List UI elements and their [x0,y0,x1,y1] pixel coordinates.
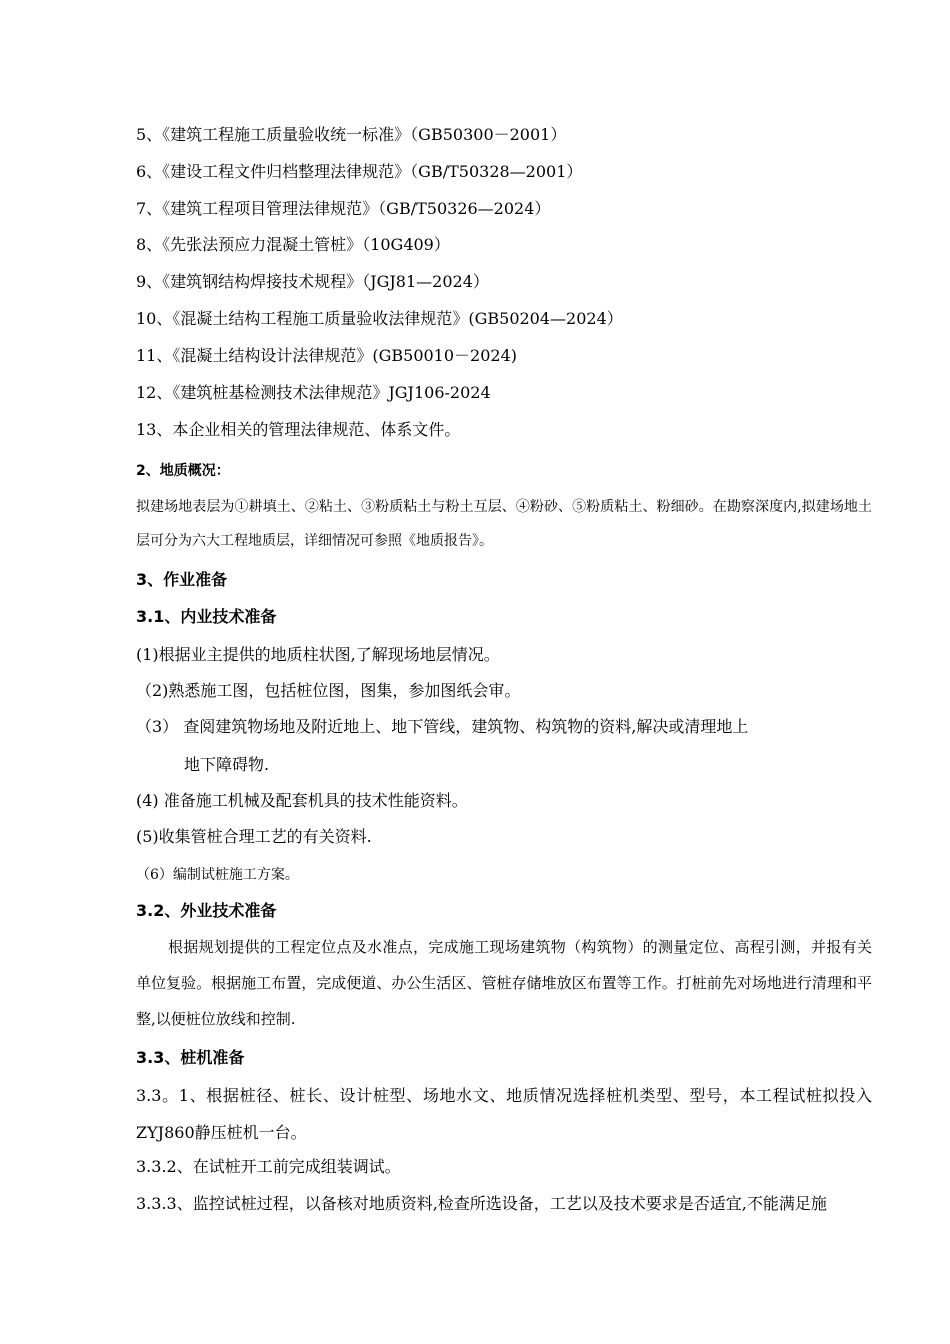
subsection-heading-3-3: 3.3、桩机准备 [136,1048,245,1067]
prep-item-3: （3） 查阅建筑物场地及附近地上、地下管线，建筑物、构筑物的资料,解决或清理地上 [136,717,749,736]
ref-item-12: 12、《建筑桩基检测技术法律规范》JGJ106-2024 [136,383,491,402]
prep-item-4: (4) 准备施工机械及配套机具的技术性能资料。 [136,791,468,810]
rig-prep-paragraph-1: 3.3。1、根据桩径、桩长、设计桩型、场地水文、地质情况选择桩机类型、型号，本工程试桩拟投入ZYJ860静压桩机一台。 [136,1086,872,1142]
ref-item-11: 11、《混凝土结构设计法律规范》(GB50010－2024) [136,346,518,365]
geology-paragraph: 拟建场地表层为①耕填土、②粘土、③粉质粘土与粉土互层、④粉砂、⑤粉质粘土、粉细砂。在勘察深度内,拟建场地土层可分为六大工程地质层，详细情况可参照《地质报告》。 [136,499,872,549]
section-heading-geology: 2、地质概况： [136,463,230,479]
subsection-heading-3-2: 3.2、外业技术准备 [136,901,277,920]
ref-item-5: 5、《建筑工程施工质量验收统一标准》（GB50300－2001） [136,125,567,144]
ref-item-7: 7、《建筑工程项目管理法律规范》（GB/T50326—2024） [136,199,551,218]
prep-item-1: (1)根据业主提供的地质柱状图,了解现场地层情况。 [136,645,500,664]
ref-item-10: 10、《混凝土结构工程施工质量验收法律规范》(GB50204—2024） [136,309,623,328]
prep-item-6: （6）编制试桩施工方案。 [136,867,299,883]
field-prep-paragraph: 根据规划提供的工程定位点及水准点，完成施工现场建筑物（构筑物）的测量定位、高程引测，并报有关单位复验。根据施工布置，完成便道、办公生活区、管桩存储堆放区布置等工作。打桩前先对场地进行清理和平整,以便桩位放线和控制. [136,938,872,1028]
ref-item-13: 13、本企业相关的管理法律规范、体系文件。 [136,420,461,439]
ref-item-8: 8、《先张法预应力混凝土管桩》（10G409） [136,235,450,254]
prep-item-2: （2)熟悉施工图，包括桩位图，图集，参加图纸会审。 [136,681,521,700]
ref-item-6: 6、《建设工程文件归档整理法律规范》（GB/T50328—2001） [136,162,583,181]
rig-prep-paragraph-3: 3.3.3、监控试桩过程，以备核对地质资料,检查所选设备，工艺以及技术要求是否适宜,不能满足施 [136,1194,827,1213]
section-heading-prep: 3、作业准备 [136,570,228,589]
ref-item-9: 9、《建筑钢结构焊接技术规程》（JGJ81—2024） [136,272,489,291]
subsection-heading-3-1: 3.1、内业技术准备 [136,607,277,626]
prep-item-3-cont: 地下障碍物. [184,755,270,774]
rig-prep-paragraph-2: 3.3.2、在试桩开工前完成组装调试。 [136,1157,401,1176]
prep-item-5: (5)收集管桩合理工艺的有关资料. [136,827,372,846]
